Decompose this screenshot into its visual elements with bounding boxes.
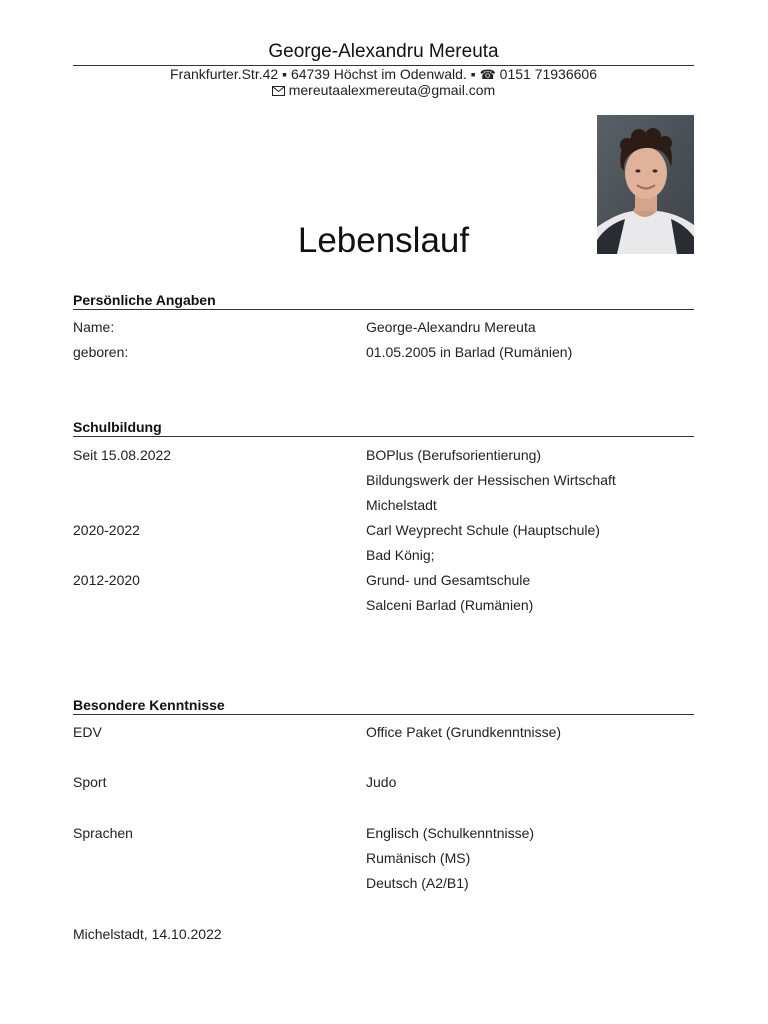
- separator-bullet: ▪: [282, 66, 288, 82]
- section-divider: [73, 714, 694, 715]
- section-heading-skills: Besondere Kenntnisse: [73, 697, 225, 713]
- skill-label: EDV: [73, 724, 102, 740]
- section-divider: [73, 436, 694, 437]
- skill-detail: Judo: [366, 774, 397, 790]
- section-heading-personal: Persönliche Angaben: [73, 292, 216, 308]
- section-heading-school: Schulbildung: [73, 419, 162, 435]
- telephone-icon: ☎: [479, 67, 496, 82]
- skill-label: Sprachen: [73, 825, 133, 841]
- skill-detail: Deutsch (A2/B1): [366, 875, 469, 891]
- school-detail: Carl Weyprecht Schule (Hauptschule): [366, 522, 600, 538]
- school-period: 2020-2022: [73, 522, 140, 538]
- school-period: 2012-2020: [73, 572, 140, 588]
- school-detail: Bildungswerk der Hessischen Wirtschaft: [366, 472, 616, 488]
- school-period: Seit 15.08.2022: [73, 447, 172, 463]
- skill-detail: Englisch (Schulkenntnisse): [366, 825, 535, 841]
- school-detail: Grund- und Gesamtschule: [366, 572, 531, 588]
- place-and-date: Michelstadt, 14.10.2022: [73, 926, 222, 942]
- section-divider: [73, 309, 694, 310]
- value-birth: 01.05.2005 in Barlad (Rumänien): [366, 344, 573, 360]
- contact-address-line: [73, 66, 694, 83]
- school-detail: Bad König;: [366, 547, 435, 563]
- email-address: mereutaalexmereuta@gmail.com: [288, 82, 496, 98]
- envelope-icon: [272, 86, 285, 96]
- contact-email-line: [73, 82, 694, 98]
- applicant-name: George-Alexandru Mereuta: [268, 41, 499, 62]
- document-title: Lebenslauf: [297, 221, 470, 260]
- school-detail: BOPlus (Berufsorientierung): [366, 447, 542, 463]
- city: 64739 Höchst im Odenwald.: [290, 66, 467, 82]
- label-birth: geboren:: [73, 344, 129, 360]
- skill-detail: Office Paket (Grundkenntnisse): [366, 724, 562, 740]
- value-name: George-Alexandru Mereuta: [366, 319, 536, 335]
- school-detail: Salceni Barlad (Rumänien): [366, 597, 534, 613]
- skill-detail: Rumänisch (MS): [366, 850, 471, 866]
- street-address: Frankfurter.Str.42: [170, 66, 279, 82]
- school-detail: Michelstadt: [366, 497, 437, 513]
- label-name: Name:: [73, 319, 115, 335]
- phone-number: 0151 71936606: [499, 66, 597, 82]
- separator-bullet: ▪: [470, 66, 476, 82]
- skill-label: Sport: [73, 774, 107, 790]
